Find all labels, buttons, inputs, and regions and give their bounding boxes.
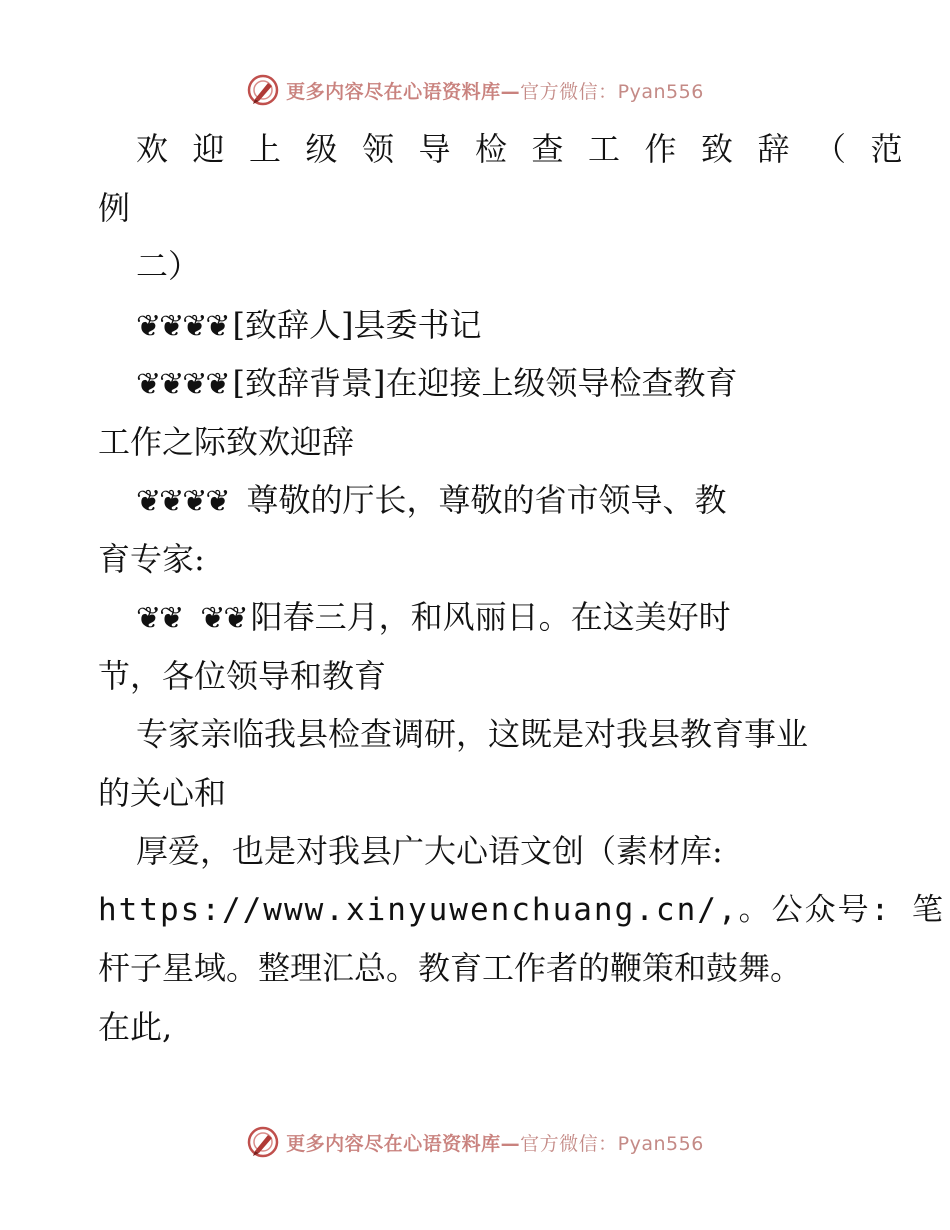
fleuron-ornament-icon: ❦❦ — [136, 601, 183, 636]
paragraph-1-line — [98, 588, 858, 647]
paragraph-3-line: 厚爱，也是对我县广大心语文创（素材库: — [136, 832, 723, 870]
paragraph-1-text: 阳春三月，和风丽日。在这美好时 — [250, 598, 731, 636]
document-title: 欢迎上级领导检查工作致辞（范 — [136, 130, 928, 168]
header-banner — [0, 68, 950, 112]
document-body — [98, 120, 945, 1056]
speaker-line — [98, 296, 858, 355]
salutation-line-cont: 育专家: — [98, 539, 205, 578]
fleuron-ornament-icon: ❦❦❦❦ — [136, 484, 229, 519]
fleuron-ornament-icon: ❦❦ — [200, 601, 247, 636]
fleuron-ornament-icon: ❦❦❦❦ — [136, 308, 229, 344]
document-title-end: 二） — [136, 247, 201, 285]
pen-logo-icon — [246, 73, 280, 107]
paragraph-1-cont: 节，各位领导和教育 — [98, 656, 387, 695]
pen-logo-icon — [246, 1125, 280, 1159]
paragraph-3-url-line: https://www.xinyuwenchuang.cn/,。公众号: 笔 — [98, 891, 945, 928]
footer-banner-text: 更多内容尽在心语资料库—官方微信：Pyan556 — [286, 1132, 704, 1155]
salutation-line — [98, 471, 858, 530]
paragraph-3-end: 在此, — [98, 1007, 173, 1046]
header-banner-text: 更多内容尽在心语资料库—官方微信：Pyan556 — [286, 80, 704, 103]
background-line — [98, 354, 858, 413]
footer-banner — [0, 1120, 950, 1164]
background-line-cont: 工作之际致欢迎辞 — [98, 422, 355, 461]
background-text: [致辞背景]在迎接上级领导检查教育 — [232, 364, 738, 402]
document-title-cont: 例 — [98, 188, 131, 227]
fleuron-ornament-icon: ❦❦❦❦ — [136, 367, 229, 402]
salutation-text: 尊敬的厅长，尊敬的省市领导、教 — [246, 481, 727, 519]
speaker-text: [致辞人]县委书记 — [232, 305, 482, 344]
paragraph-2-line: 专家亲临我县检查调研，这既是对我县教育事业 — [136, 715, 809, 753]
paragraph-3-cont: 杆子星域。整理汇总。教育工作者的鞭策和鼓舞。 — [98, 949, 803, 987]
paragraph-2-cont: 的关心和 — [98, 773, 227, 812]
